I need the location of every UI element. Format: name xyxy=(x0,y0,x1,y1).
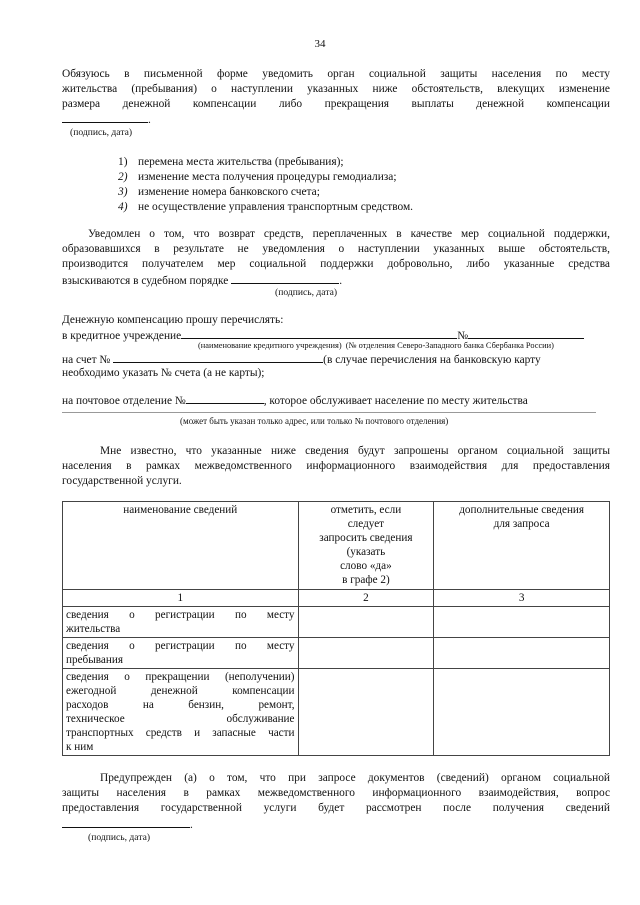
extra-info-cell[interactable] xyxy=(434,607,610,638)
data-request-table xyxy=(62,501,610,756)
mark-cell[interactable] xyxy=(298,669,434,756)
signature-caption-3: (подпись, дата) xyxy=(88,832,151,843)
table-row xyxy=(63,638,610,669)
payment-title: Денежную компенсацию прошу перечислять: xyxy=(62,314,284,326)
info-name-cell: сведения о регистрации по месту пребывания xyxy=(63,638,299,669)
column-number-row xyxy=(63,590,610,607)
warning-line-1: Предупрежден (а) о том, что при запросе документов (сведений) органом социальной xyxy=(100,772,610,784)
account-row: на счет № (в случае перечисления на банковскую карту xyxy=(62,351,541,368)
signature-caption-2: (подпись, дата) xyxy=(275,287,338,298)
signature-line-2[interactable] xyxy=(231,272,339,284)
notice-line-2: образовавшихся в результате не уведомления о наступлении указанных выше обстоятельств, xyxy=(62,243,610,255)
header-cell: отметить, если следует запросить сведения (указать слово «да» в графе 2) xyxy=(298,502,434,590)
list-item: 2) изменение места получения процедуры гемодиализа; xyxy=(118,171,397,183)
account-field[interactable] xyxy=(113,351,323,363)
post-office-field[interactable] xyxy=(186,392,264,404)
notice-line-1: Уведомлен о том, что возврат средств, переплаченных в качестве мер социальной поддержки, xyxy=(88,228,610,240)
mark-cell[interactable] xyxy=(298,607,434,638)
post-office-line xyxy=(62,412,596,413)
bank-caption: (наименование кредитного учреждения) (№ отделения Северо-Западного банка Сбербанка России) xyxy=(198,341,554,350)
info-line-3: государственной услуги. xyxy=(62,475,182,487)
table-row xyxy=(63,607,610,638)
column-number: 1 xyxy=(63,590,299,607)
info-name-cell: сведения о прекращении (неполучении) ежегодной денежной компенсации расходов на бензин, ремонт, техническое обслуживание транспортных средств и запасные части к ним xyxy=(63,669,299,756)
obligation-line-3: размера денежной компенсации либо прекращения выплаты денежной компенсации xyxy=(62,98,610,110)
column-number: 2 xyxy=(298,590,434,607)
account-note: необходимо указать № счета (а не карты); xyxy=(62,367,265,379)
notice-line-4: взыскиваются в судебном порядке . xyxy=(62,272,342,289)
obligation-line-2: жительства (пребывания) о наступлении указанных ниже обстоятельств, влекущих изменение xyxy=(62,83,610,95)
warning-line-3: предоставления государственной услуги будет рассмотрен после получения сведений xyxy=(62,802,610,814)
bank-branch-field[interactable] xyxy=(468,327,584,339)
page-number: 34 xyxy=(314,38,326,50)
bank-row: в кредитное учреждение № xyxy=(62,327,610,344)
extra-info-cell[interactable] xyxy=(434,638,610,669)
list-item: 1) перемена места жительства (пребывания); xyxy=(118,156,344,168)
signature-caption-1: (подпись, дата) xyxy=(70,127,133,138)
post-office-row: на почтовое отделение № , которое обслуживает население по месту жительства xyxy=(62,392,528,409)
signature-line-1[interactable]: . xyxy=(62,111,151,128)
header-cell: наименование сведений xyxy=(63,502,299,590)
notice-line-3: производится получателем мер социальной поддержки добровольно, либо указанные средства xyxy=(62,258,610,270)
list-item: 3) изменение номера банковского счета; xyxy=(118,186,320,198)
header-cell: дополнительные сведения для запроса xyxy=(434,502,610,590)
extra-info-cell[interactable] xyxy=(434,669,610,756)
mark-cell[interactable] xyxy=(298,638,434,669)
post-office-caption: (может быть указан только адрес, или только № почтового отделения) xyxy=(180,416,449,426)
signature-line-3[interactable]: . xyxy=(62,816,193,833)
list-item: 4) не осуществление управления транспортным средством. xyxy=(118,201,414,213)
obligation-line-1: Обязуюсь в письменной форме уведомить орган социальной защиты населения по месту xyxy=(62,68,610,80)
column-number: 3 xyxy=(434,590,610,607)
info-name-cell: сведения о регистрации по месту жительства xyxy=(63,607,299,638)
info-line-1: Мне известно, что указанные ниже сведения будут запрошены органом социальной защиты xyxy=(100,445,610,457)
table-header-row xyxy=(63,502,610,590)
warning-line-2: защиты населения в рамках межведомственного информационного взаимодействия, вопрос xyxy=(62,787,610,799)
info-line-2: населения в рамках межведомственного информационного взаимодействия для предоставления xyxy=(62,460,610,472)
bank-name-field[interactable] xyxy=(181,327,457,339)
table-row xyxy=(63,669,610,756)
